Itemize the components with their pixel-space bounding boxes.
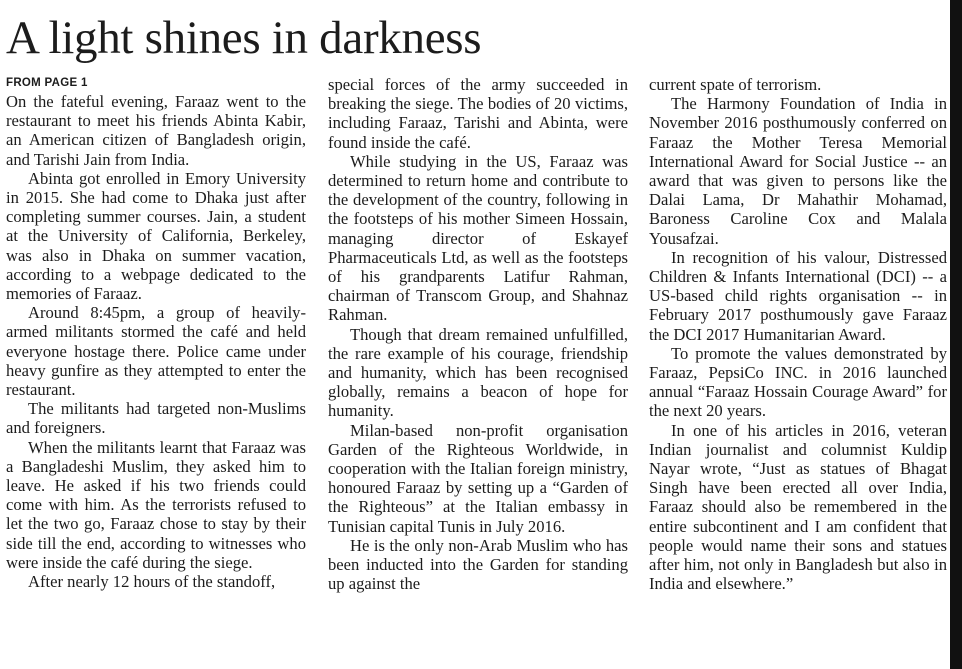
article-paragraph: Abinta got enrolled in Emory University in 2015. She had come to Dhaka just after completing summer courses. Jain, a student at the University of California, Berkeley, was also in Dhaka on summer vacation, according to a webpage dedicated to the memories of Faraaz. bbox=[6, 168, 306, 304]
article-paragraph: Around 8:45pm, a group of heavily-armed militants stormed the café and held everyone hostage there. Police came under heavy gunfire as they attempted to enter the restaurant. bbox=[6, 303, 306, 400]
article-column-2 bbox=[328, 75, 628, 669]
article-paragraph: current spate of terrorism. bbox=[649, 75, 822, 94]
article-paragraph: In recognition of his valour, Distressed Children & Infants International (DCI) -- a US-based child rights organisation -- in February 2017 posthumously gave Faraaz the DCI 2017 Humanitarian Award. bbox=[649, 247, 947, 344]
article-paragraph: While studying in the US, Faraaz was determined to return home and contribute to the development of the country, following in the footsteps of his mother Simeen Hossain, managing director of Eskayef Pharmaceuticals Ltd, as well as the footsteps of his grandparents Latifur Rahman, chairman of Transcom Group, and Shahnaz Rahman. bbox=[328, 151, 628, 325]
article-paragraph: On the fateful evening, Faraaz went to the restaurant to meet his friends Abinta Kabir, an American citizen of Bangladesh origin, and Tarishi Jain from India. bbox=[6, 92, 306, 169]
article-paragraph: special forces of the army succeeded in breaking the siege. The bodies of 20 victims, including Faraaz, Tarishi and Abinta, were found inside the café. bbox=[328, 75, 628, 152]
article-column-3 bbox=[649, 75, 947, 669]
article-paragraph: The Harmony Foundation of India in November 2016 posthumously conferred on Faraaz the Mother Teresa Memorial International Award for Social Justice -- an award that was given to persons like the Dalai Lama, Dr Mahathir Mohamad, Baroness Caroline Cox and Malala Yousafzai. bbox=[649, 94, 947, 248]
article-paragraph: In one of his articles in 2016, veteran Indian journalist and columnist Kuldip Nayar wrote, “Just as statues of Bhagat Singh have been erected all over India, Faraaz should also be remembered in the entire subcontinent and I am confident that people would name their sons and statues after him, not only in Bangladesh but also in India and elsewhere.” bbox=[649, 420, 947, 594]
article-paragraph: After nearly 12 hours of the standoff, bbox=[28, 572, 276, 592]
article-paragraph: Milan-based non-profit organisation Garden of the Righteous Worldwide, in cooperation with the Italian foreign ministry, honoured Faraaz by setting up a “Garden of the Righteous” at the Italian embassy in Tunisian capital Tunis in July 2016. bbox=[328, 420, 628, 536]
continuation-kicker: FROM PAGE 1 bbox=[6, 77, 88, 89]
article-paragraph: He is the only non-Arab Muslim who has been inducted into the Garden for standing up against the bbox=[328, 535, 628, 594]
article-paragraph: To promote the values demonstrated by Faraaz, PepsiCo INC. in 2016 launched annual “Faraaz Hossain Courage Award” for the next 20 years. bbox=[649, 343, 947, 421]
article-paragraph: Though that dream remained unfulfilled, the rare example of his courage, friendship and humanity, which has been recognised globally, remains a beacon of hope for humanity. bbox=[328, 324, 628, 421]
article-column-1 bbox=[6, 75, 306, 669]
article-paragraph: The militants had targeted non-Muslims and foreigners. bbox=[6, 399, 306, 438]
scan-edge-border bbox=[950, 0, 962, 669]
headline: A light shines in darkness bbox=[6, 12, 482, 64]
article-paragraph: When the militants learnt that Faraaz was a Bangladeshi Muslim, they asked him to leave. He asked if his two friends could come with him. As the terrorists refused to let the two go, Faraaz chose to stay by their side till the end, according to witnesses who were inside the café during the siege. bbox=[6, 437, 306, 572]
